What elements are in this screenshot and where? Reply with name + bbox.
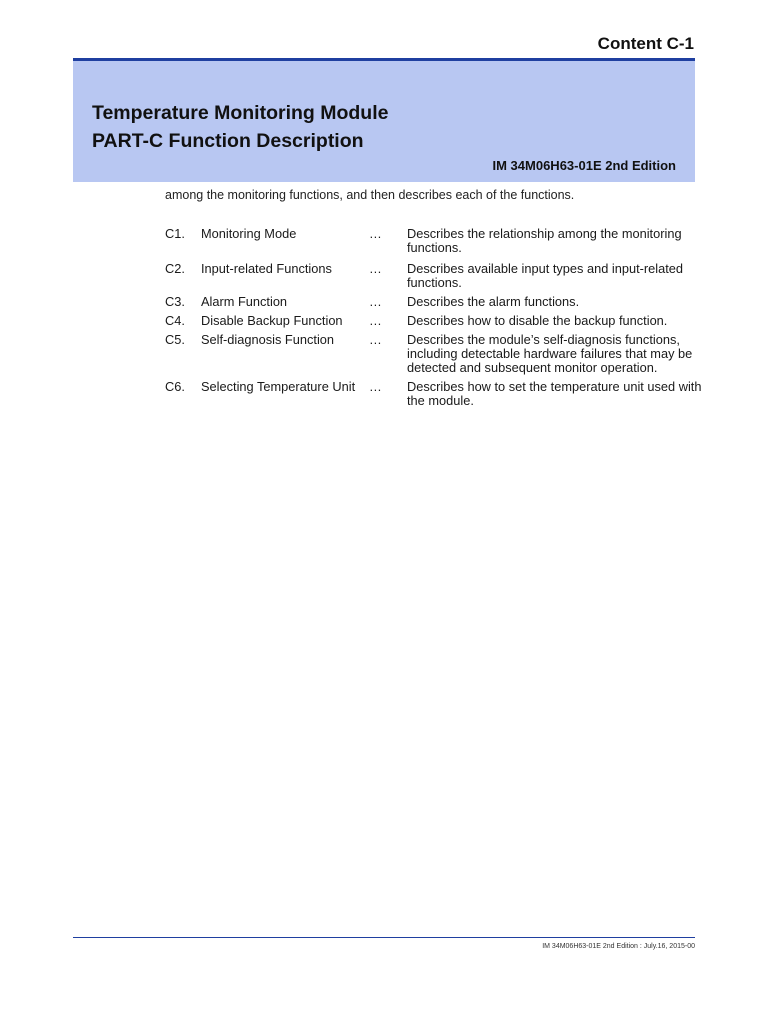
section-description: Describes the alarm functions. (407, 294, 580, 309)
contents-row-c3 (165, 295, 705, 309)
contents-row-c5 (165, 333, 705, 375)
contents-list (165, 227, 705, 408)
document-id: IM 34M06H63-01E 2nd Edition (492, 158, 676, 173)
section-title: Selecting Temperature Unit (201, 379, 356, 394)
section-title: Alarm Function (201, 294, 288, 309)
contents-row-c1 (165, 227, 705, 255)
header-band (73, 61, 695, 182)
leader-dots: … (369, 294, 382, 309)
section-description: Describes how to set the temperature unit used with the module. (407, 379, 702, 408)
section-number: C3. (165, 294, 185, 309)
section-title: Disable Backup Function (201, 313, 343, 328)
contents-row-c4 (165, 314, 705, 328)
title-line-1: Temperature Monitoring Module (92, 102, 389, 124)
section-number: C5. (165, 332, 185, 347)
title-line-2: PART-C Function Description (92, 130, 364, 152)
footer-text: IM 34M06H63-01E 2nd Edition : July.16, 2015-00 (542, 943, 695, 950)
section-title: Input-related Functions (201, 261, 332, 276)
page-title (92, 99, 388, 155)
section-description: Describes available input types and input-related functions. (407, 261, 684, 290)
section-number: C2. (165, 261, 185, 276)
leader-dots: … (369, 379, 382, 394)
section-number: C6. (165, 379, 185, 394)
section-description: Describes how to disable the backup function. (407, 313, 668, 328)
contents-row-c6 (165, 380, 705, 408)
section-number: C4. (165, 313, 185, 328)
section-number: C1. (165, 226, 185, 241)
intro-text: among the monitoring functions, and then describes each of the functions. (165, 188, 575, 202)
section-description: Describes the relationship among the monitoring functions. (407, 226, 682, 255)
section-description: Describes the module’s self-diagnosis functions, including detectable hardware failures that may be detected and subsequent monitor operation. (407, 332, 693, 375)
leader-dots: … (369, 313, 382, 328)
section-title: Self-diagnosis Function (201, 332, 335, 347)
leader-dots: … (369, 332, 382, 347)
leader-dots: … (369, 261, 382, 276)
leader-dots: … (369, 226, 382, 241)
footer-rule (73, 937, 695, 938)
contents-row-c2 (165, 262, 705, 290)
section-title: Monitoring Mode (201, 226, 297, 241)
page-label: Content C-1 (597, 34, 694, 53)
